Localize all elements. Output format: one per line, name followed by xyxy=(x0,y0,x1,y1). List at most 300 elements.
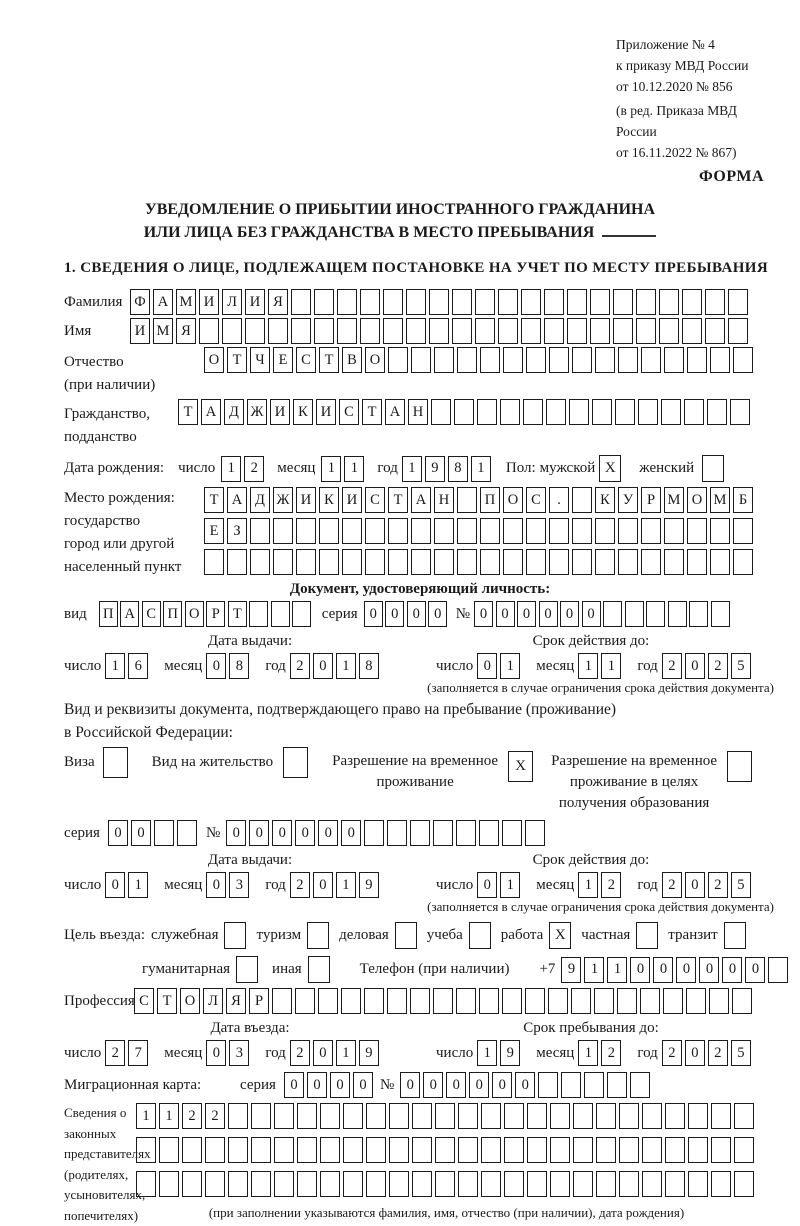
char-cell[interactable]: 1 xyxy=(321,456,341,482)
char-cell[interactable]: О xyxy=(503,487,523,513)
char-cell[interactable] xyxy=(668,601,687,627)
char-cell[interactable] xyxy=(592,399,612,425)
char-cell[interactable] xyxy=(682,289,702,315)
char-cell[interactable] xyxy=(664,518,684,544)
char-cell[interactable]: 8 xyxy=(229,653,249,679)
char-cell[interactable]: 9 xyxy=(425,456,445,482)
char-cell[interactable]: 0 xyxy=(341,820,361,846)
char-cell[interactable]: Т xyxy=(228,601,247,627)
char-cell[interactable]: 2 xyxy=(105,1040,125,1066)
char-cell[interactable] xyxy=(457,549,477,575)
char-cell[interactable] xyxy=(638,399,658,425)
char-cell[interactable] xyxy=(227,549,247,575)
char-cell[interactable] xyxy=(590,289,610,315)
char-cell[interactable] xyxy=(503,347,523,373)
char-cell[interactable] xyxy=(222,318,242,344)
char-cell[interactable] xyxy=(705,289,725,315)
char-cell[interactable]: 0 xyxy=(313,653,333,679)
char-cell[interactable] xyxy=(366,1171,386,1197)
char-cell[interactable] xyxy=(665,1137,685,1163)
char-cell[interactable] xyxy=(388,347,408,373)
char-cell[interactable] xyxy=(458,1103,478,1129)
char-cell[interactable] xyxy=(641,347,661,373)
char-cell[interactable] xyxy=(619,1137,639,1163)
visa-checkbox[interactable] xyxy=(103,747,128,778)
char-cell[interactable] xyxy=(136,1171,156,1197)
char-cell[interactable] xyxy=(297,1103,317,1129)
char-cell[interactable]: Ч xyxy=(250,347,270,373)
char-cell[interactable] xyxy=(646,601,665,627)
char-cell[interactable] xyxy=(457,518,477,544)
char-cell[interactable] xyxy=(343,1171,363,1197)
char-cell[interactable]: С xyxy=(134,988,154,1014)
char-cell[interactable] xyxy=(525,988,545,1014)
char-cell[interactable]: 0 xyxy=(206,872,226,898)
char-cell[interactable] xyxy=(730,399,750,425)
char-cell[interactable]: 0 xyxy=(206,653,226,679)
char-cell[interactable] xyxy=(573,1103,593,1129)
char-cell[interactable]: Я xyxy=(176,318,196,344)
purpose-other-checkbox[interactable] xyxy=(308,956,330,983)
char-cell[interactable]: Б xyxy=(733,487,753,513)
char-cell[interactable] xyxy=(526,549,546,575)
char-cell[interactable] xyxy=(457,487,477,513)
char-cell[interactable] xyxy=(686,988,706,1014)
purpose-official-checkbox[interactable] xyxy=(224,922,246,949)
char-cell[interactable]: З xyxy=(227,518,247,544)
char-cell[interactable]: 5 xyxy=(731,872,751,898)
char-cell[interactable]: А xyxy=(411,487,431,513)
char-cell[interactable]: А xyxy=(153,289,173,315)
char-cell[interactable] xyxy=(458,1137,478,1163)
char-cell[interactable]: М xyxy=(710,487,730,513)
char-cell[interactable] xyxy=(314,318,334,344)
char-cell[interactable] xyxy=(636,318,656,344)
char-cell[interactable] xyxy=(154,820,174,846)
char-cell[interactable]: 2 xyxy=(662,653,682,679)
char-cell[interactable]: 1 xyxy=(128,872,148,898)
char-cell[interactable] xyxy=(618,549,638,575)
char-cell[interactable] xyxy=(452,318,472,344)
char-cell[interactable]: Л xyxy=(222,289,242,315)
char-cell[interactable]: Р xyxy=(641,487,661,513)
char-cell[interactable] xyxy=(251,1171,271,1197)
char-cell[interactable]: 1 xyxy=(578,1040,598,1066)
char-cell[interactable] xyxy=(136,1137,156,1163)
char-cell[interactable] xyxy=(456,988,476,1014)
char-cell[interactable]: 0 xyxy=(469,1072,489,1098)
char-cell[interactable] xyxy=(342,549,362,575)
char-cell[interactable]: Т xyxy=(178,399,198,425)
char-cell[interactable] xyxy=(707,399,727,425)
char-cell[interactable]: 7 xyxy=(128,1040,148,1066)
char-cell[interactable]: 0 xyxy=(364,601,383,627)
char-cell[interactable] xyxy=(434,518,454,544)
char-cell[interactable]: О xyxy=(185,601,204,627)
char-cell[interactable] xyxy=(595,347,615,373)
char-cell[interactable]: 0 xyxy=(630,957,650,983)
char-cell[interactable] xyxy=(595,549,615,575)
char-cell[interactable]: О xyxy=(204,347,224,373)
char-cell[interactable] xyxy=(572,487,592,513)
char-cell[interactable]: 2 xyxy=(290,872,310,898)
char-cell[interactable] xyxy=(521,289,541,315)
char-cell[interactable] xyxy=(389,1171,409,1197)
char-cell[interactable]: М xyxy=(664,487,684,513)
char-cell[interactable]: И xyxy=(199,289,219,315)
char-cell[interactable]: 0 xyxy=(685,653,705,679)
char-cell[interactable] xyxy=(383,318,403,344)
char-cell[interactable]: 5 xyxy=(731,653,751,679)
char-cell[interactable]: О xyxy=(365,347,385,373)
char-cell[interactable] xyxy=(734,1171,754,1197)
char-cell[interactable]: Р xyxy=(206,601,225,627)
char-cell[interactable]: И xyxy=(245,289,265,315)
char-cell[interactable] xyxy=(274,1137,294,1163)
char-cell[interactable] xyxy=(607,1072,627,1098)
char-cell[interactable] xyxy=(320,1171,340,1197)
char-cell[interactable] xyxy=(710,347,730,373)
char-cell[interactable] xyxy=(711,1103,731,1129)
char-cell[interactable] xyxy=(454,399,474,425)
char-cell[interactable]: Т xyxy=(388,487,408,513)
char-cell[interactable] xyxy=(360,289,380,315)
char-cell[interactable]: 5 xyxy=(731,1040,751,1066)
char-cell[interactable] xyxy=(452,289,472,315)
char-cell[interactable] xyxy=(251,1103,271,1129)
char-cell[interactable]: 0 xyxy=(353,1072,373,1098)
char-cell[interactable] xyxy=(619,1103,639,1129)
char-cell[interactable] xyxy=(687,347,707,373)
char-cell[interactable]: 0 xyxy=(582,601,601,627)
char-cell[interactable] xyxy=(343,1103,363,1129)
char-cell[interactable]: 2 xyxy=(708,1040,728,1066)
char-cell[interactable] xyxy=(480,518,500,544)
char-cell[interactable]: 0 xyxy=(249,820,269,846)
char-cell[interactable]: О xyxy=(687,487,707,513)
char-cell[interactable] xyxy=(596,1137,616,1163)
char-cell[interactable] xyxy=(480,347,500,373)
char-cell[interactable] xyxy=(410,820,430,846)
char-cell[interactable]: 1 xyxy=(136,1103,156,1129)
char-cell[interactable] xyxy=(342,518,362,544)
char-cell[interactable]: А xyxy=(201,399,221,425)
char-cell[interactable] xyxy=(504,1171,524,1197)
char-cell[interactable] xyxy=(503,549,523,575)
char-cell[interactable]: 2 xyxy=(708,872,728,898)
char-cell[interactable] xyxy=(337,289,357,315)
char-cell[interactable] xyxy=(503,518,523,544)
char-cell[interactable] xyxy=(364,820,384,846)
char-cell[interactable]: 0 xyxy=(745,957,765,983)
char-cell[interactable] xyxy=(387,820,407,846)
char-cell[interactable]: 0 xyxy=(517,601,536,627)
char-cell[interactable]: 0 xyxy=(685,872,705,898)
char-cell[interactable]: 0 xyxy=(477,653,497,679)
char-cell[interactable] xyxy=(433,820,453,846)
purpose-study-checkbox[interactable] xyxy=(469,922,491,949)
char-cell[interactable] xyxy=(500,399,520,425)
char-cell[interactable] xyxy=(228,1137,248,1163)
char-cell[interactable]: 0 xyxy=(428,601,447,627)
char-cell[interactable] xyxy=(251,1137,271,1163)
char-cell[interactable] xyxy=(688,1171,708,1197)
char-cell[interactable] xyxy=(318,988,338,1014)
char-cell[interactable]: 2 xyxy=(290,653,310,679)
char-cell[interactable] xyxy=(594,988,614,1014)
char-cell[interactable] xyxy=(337,318,357,344)
char-cell[interactable]: П xyxy=(99,601,118,627)
char-cell[interactable]: 1 xyxy=(336,1040,356,1066)
char-cell[interactable] xyxy=(619,1171,639,1197)
char-cell[interactable] xyxy=(664,347,684,373)
char-cell[interactable] xyxy=(360,318,380,344)
char-cell[interactable] xyxy=(435,1103,455,1129)
char-cell[interactable] xyxy=(734,1137,754,1163)
char-cell[interactable] xyxy=(596,1171,616,1197)
char-cell[interactable] xyxy=(320,1103,340,1129)
char-cell[interactable]: В xyxy=(342,347,362,373)
char-cell[interactable] xyxy=(527,1103,547,1129)
char-cell[interactable] xyxy=(618,518,638,544)
char-cell[interactable]: Ж xyxy=(273,487,293,513)
char-cell[interactable]: 1 xyxy=(500,872,520,898)
char-cell[interactable]: Т xyxy=(227,347,247,373)
temp-permit-edu-checkbox[interactable] xyxy=(727,751,752,782)
char-cell[interactable]: 0 xyxy=(685,1040,705,1066)
char-cell[interactable] xyxy=(292,601,311,627)
purpose-work-checkbox[interactable]: X xyxy=(549,922,571,949)
char-cell[interactable] xyxy=(728,318,748,344)
char-cell[interactable] xyxy=(228,1103,248,1129)
char-cell[interactable] xyxy=(498,318,518,344)
char-cell[interactable] xyxy=(271,601,290,627)
char-cell[interactable] xyxy=(665,1103,685,1129)
char-cell[interactable] xyxy=(320,1137,340,1163)
char-cell[interactable] xyxy=(705,318,725,344)
char-cell[interactable] xyxy=(250,518,270,544)
char-cell[interactable]: А xyxy=(227,487,247,513)
char-cell[interactable]: 0 xyxy=(423,1072,443,1098)
char-cell[interactable] xyxy=(684,399,704,425)
char-cell[interactable]: 1 xyxy=(477,1040,497,1066)
char-cell[interactable]: П xyxy=(480,487,500,513)
char-cell[interactable] xyxy=(291,318,311,344)
char-cell[interactable]: 8 xyxy=(359,653,379,679)
char-cell[interactable] xyxy=(477,399,497,425)
male-checkbox[interactable]: X xyxy=(599,455,621,482)
char-cell[interactable] xyxy=(205,1137,225,1163)
char-cell[interactable] xyxy=(549,518,569,544)
char-cell[interactable] xyxy=(682,318,702,344)
char-cell[interactable]: Е xyxy=(204,518,224,544)
char-cell[interactable]: 2 xyxy=(662,872,682,898)
char-cell[interactable]: 1 xyxy=(601,653,621,679)
char-cell[interactable]: 0 xyxy=(400,1072,420,1098)
char-cell[interactable]: Т xyxy=(362,399,382,425)
char-cell[interactable] xyxy=(663,988,683,1014)
char-cell[interactable]: П xyxy=(163,601,182,627)
char-cell[interactable] xyxy=(569,399,589,425)
char-cell[interactable] xyxy=(159,1137,179,1163)
char-cell[interactable]: М xyxy=(153,318,173,344)
char-cell[interactable]: К xyxy=(595,487,615,513)
char-cell[interactable]: 1 xyxy=(344,456,364,482)
char-cell[interactable]: Ж xyxy=(247,399,267,425)
char-cell[interactable] xyxy=(573,1137,593,1163)
char-cell[interactable] xyxy=(365,549,385,575)
char-cell[interactable] xyxy=(480,549,500,575)
char-cell[interactable] xyxy=(274,1103,294,1129)
char-cell[interactable] xyxy=(297,1171,317,1197)
char-cell[interactable] xyxy=(613,318,633,344)
char-cell[interactable] xyxy=(272,988,292,1014)
char-cell[interactable]: К xyxy=(293,399,313,425)
char-cell[interactable]: И xyxy=(296,487,316,513)
char-cell[interactable] xyxy=(504,1137,524,1163)
char-cell[interactable] xyxy=(431,399,451,425)
char-cell[interactable] xyxy=(618,347,638,373)
char-cell[interactable] xyxy=(661,399,681,425)
char-cell[interactable]: Д xyxy=(224,399,244,425)
char-cell[interactable] xyxy=(590,318,610,344)
char-cell[interactable] xyxy=(544,289,564,315)
char-cell[interactable]: 0 xyxy=(307,1072,327,1098)
char-cell[interactable]: 0 xyxy=(131,820,151,846)
char-cell[interactable]: 2 xyxy=(290,1040,310,1066)
char-cell[interactable]: 1 xyxy=(584,957,604,983)
char-cell[interactable]: 3 xyxy=(229,872,249,898)
char-cell[interactable] xyxy=(625,601,644,627)
char-cell[interactable] xyxy=(521,318,541,344)
char-cell[interactable]: 1 xyxy=(159,1103,179,1129)
char-cell[interactable]: 2 xyxy=(205,1103,225,1129)
char-cell[interactable]: 0 xyxy=(385,601,404,627)
char-cell[interactable]: 1 xyxy=(336,872,356,898)
char-cell[interactable] xyxy=(481,1103,501,1129)
purpose-transit-checkbox[interactable] xyxy=(724,922,746,949)
char-cell[interactable] xyxy=(456,820,476,846)
char-cell[interactable] xyxy=(733,518,753,544)
char-cell[interactable] xyxy=(273,549,293,575)
char-cell[interactable]: 6 xyxy=(128,653,148,679)
char-cell[interactable]: 0 xyxy=(284,1072,304,1098)
char-cell[interactable] xyxy=(365,518,385,544)
char-cell[interactable] xyxy=(573,1171,593,1197)
char-cell[interactable]: 0 xyxy=(676,957,696,983)
char-cell[interactable] xyxy=(383,289,403,315)
char-cell[interactable]: Р xyxy=(249,988,269,1014)
char-cell[interactable] xyxy=(273,518,293,544)
char-cell[interactable]: 9 xyxy=(500,1040,520,1066)
char-cell[interactable] xyxy=(550,1171,570,1197)
char-cell[interactable]: А xyxy=(120,601,139,627)
char-cell[interactable] xyxy=(527,1137,547,1163)
char-cell[interactable] xyxy=(249,601,268,627)
char-cell[interactable] xyxy=(642,1171,662,1197)
char-cell[interactable] xyxy=(584,1072,604,1098)
char-cell[interactable]: 1 xyxy=(471,456,491,482)
char-cell[interactable] xyxy=(550,1137,570,1163)
char-cell[interactable]: К xyxy=(319,487,339,513)
char-cell[interactable] xyxy=(567,318,587,344)
char-cell[interactable] xyxy=(546,399,566,425)
char-cell[interactable]: 0 xyxy=(206,1040,226,1066)
char-cell[interactable] xyxy=(434,347,454,373)
char-cell[interactable]: 2 xyxy=(182,1103,202,1129)
char-cell[interactable] xyxy=(387,988,407,1014)
char-cell[interactable] xyxy=(734,1103,754,1129)
char-cell[interactable] xyxy=(429,318,449,344)
char-cell[interactable] xyxy=(411,549,431,575)
char-cell[interactable] xyxy=(245,318,265,344)
char-cell[interactable]: 1 xyxy=(221,456,241,482)
char-cell[interactable] xyxy=(341,988,361,1014)
char-cell[interactable] xyxy=(711,1171,731,1197)
char-cell[interactable] xyxy=(504,1103,524,1129)
char-cell[interactable] xyxy=(571,988,591,1014)
purpose-tourism-checkbox[interactable] xyxy=(307,922,329,949)
char-cell[interactable] xyxy=(177,820,197,846)
char-cell[interactable]: 0 xyxy=(226,820,246,846)
char-cell[interactable]: 3 xyxy=(229,1040,249,1066)
char-cell[interactable]: Т xyxy=(204,487,224,513)
char-cell[interactable]: 0 xyxy=(722,957,742,983)
char-cell[interactable] xyxy=(603,601,622,627)
char-cell[interactable] xyxy=(659,318,679,344)
char-cell[interactable] xyxy=(549,549,569,575)
char-cell[interactable]: Я xyxy=(226,988,246,1014)
char-cell[interactable] xyxy=(366,1103,386,1129)
char-cell[interactable] xyxy=(433,988,453,1014)
char-cell[interactable]: 2 xyxy=(662,1040,682,1066)
char-cell[interactable] xyxy=(412,1171,432,1197)
char-cell[interactable]: С xyxy=(339,399,359,425)
char-cell[interactable]: С xyxy=(526,487,546,513)
char-cell[interactable] xyxy=(659,289,679,315)
char-cell[interactable]: 0 xyxy=(272,820,292,846)
char-cell[interactable]: 0 xyxy=(699,957,719,983)
char-cell[interactable]: Ф xyxy=(130,289,150,315)
char-cell[interactable] xyxy=(688,1137,708,1163)
char-cell[interactable] xyxy=(641,549,661,575)
char-cell[interactable]: 8 xyxy=(448,456,468,482)
char-cell[interactable] xyxy=(319,549,339,575)
char-cell[interactable] xyxy=(710,549,730,575)
char-cell[interactable] xyxy=(366,1137,386,1163)
char-cell[interactable]: 1 xyxy=(578,872,598,898)
char-cell[interactable] xyxy=(389,1103,409,1129)
char-cell[interactable] xyxy=(406,289,426,315)
char-cell[interactable] xyxy=(728,289,748,315)
char-cell[interactable] xyxy=(527,1171,547,1197)
char-cell[interactable] xyxy=(297,1137,317,1163)
char-cell[interactable]: 0 xyxy=(474,601,493,627)
temp-permit-checkbox[interactable]: X xyxy=(508,751,533,782)
char-cell[interactable]: Н xyxy=(408,399,428,425)
char-cell[interactable]: Т xyxy=(157,988,177,1014)
char-cell[interactable]: 2 xyxy=(601,1040,621,1066)
char-cell[interactable] xyxy=(481,1137,501,1163)
char-cell[interactable] xyxy=(572,518,592,544)
char-cell[interactable] xyxy=(458,1171,478,1197)
char-cell[interactable] xyxy=(636,289,656,315)
char-cell[interactable]: 1 xyxy=(402,456,422,482)
char-cell[interactable] xyxy=(733,347,753,373)
char-cell[interactable] xyxy=(642,1103,662,1129)
char-cell[interactable]: С xyxy=(365,487,385,513)
char-cell[interactable]: Д xyxy=(250,487,270,513)
